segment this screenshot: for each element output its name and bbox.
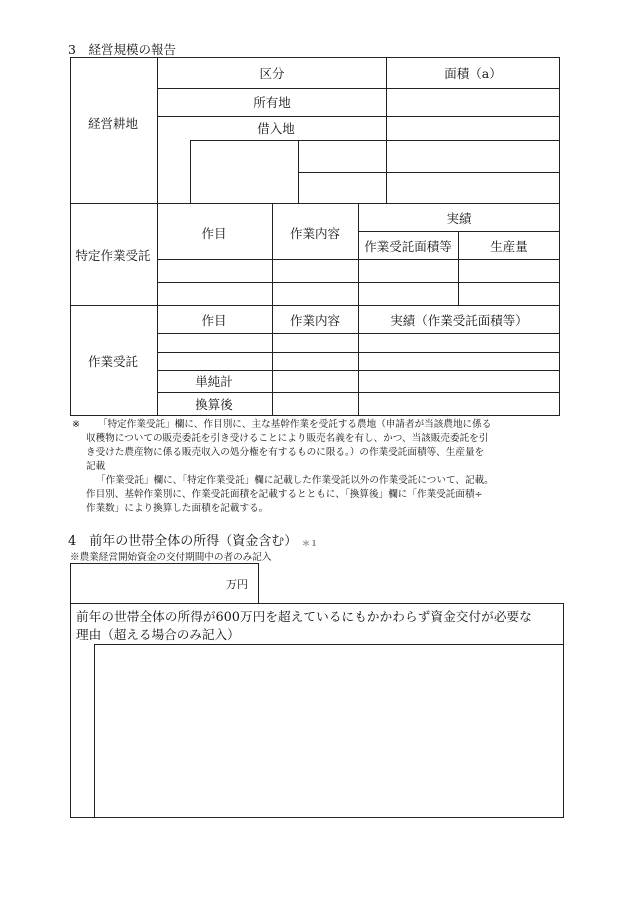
col-line bbox=[190, 140, 191, 203]
section4-title: 4 前年の世帯全体の所得（資金含む） bbox=[68, 534, 298, 549]
header-results: 実績 bbox=[446, 211, 472, 226]
income-unit: 万円 bbox=[226, 578, 248, 591]
header-area: 面積（a） bbox=[444, 66, 502, 81]
label-managed-farmland: 経営耕地 bbox=[87, 116, 139, 131]
col-line bbox=[298, 140, 299, 203]
section-line bbox=[70, 203, 560, 204]
note-line: 記載 bbox=[86, 461, 106, 472]
note-mark: ※ bbox=[72, 419, 81, 430]
header-work-content-2: 作業内容 bbox=[289, 313, 341, 328]
col-line bbox=[458, 231, 459, 305]
reason-label-line2: 理由（超える場合のみ記入） bbox=[76, 627, 240, 642]
header-contract-area: 作業受託面積等 bbox=[364, 239, 452, 254]
label-contract-work: 作業受託 bbox=[87, 354, 139, 369]
header-crop: 作目 bbox=[201, 226, 227, 241]
row-line bbox=[190, 140, 560, 141]
label-owned-land: 所有地 bbox=[253, 95, 291, 110]
section3-title: 3 経営規模の報告 bbox=[68, 42, 176, 57]
note-line: 「特定作業受託」欄に、作目別に、主な基幹作業を受託する農地（申請者が当該農地に係る bbox=[98, 419, 492, 430]
col-line bbox=[386, 57, 387, 203]
col-line bbox=[272, 203, 273, 305]
header-kubun: 区分 bbox=[259, 66, 285, 81]
note-line: 作目別、基幹作業別に、作業受託面積を記載するとともに、「換算後」欄に「作業受託面積÷ bbox=[86, 489, 483, 500]
section4-subnote: ※農業経営開始資金の交付期間中の者のみ記入 bbox=[70, 552, 272, 563]
row-line bbox=[157, 88, 560, 89]
section-line bbox=[70, 305, 560, 306]
row-line bbox=[358, 231, 560, 232]
label-leased-land: 借入地 bbox=[257, 121, 295, 136]
col-line bbox=[358, 203, 359, 305]
reason-input[interactable] bbox=[94, 644, 564, 818]
note-line: 収穫物についての販売委託を引き受けることにより販売名義を有し、かつ、当該販売委託を引 bbox=[86, 433, 489, 444]
label-simple-total: 単純計 bbox=[195, 374, 233, 389]
label-after-conversion: 換算後 bbox=[195, 397, 233, 412]
header-crop-2: 作目 bbox=[201, 313, 227, 328]
header-work-content: 作業内容 bbox=[289, 226, 341, 241]
row-line bbox=[298, 172, 560, 173]
label-specific-contract-work: 特定作業受託 bbox=[75, 248, 151, 263]
col-line bbox=[358, 305, 359, 416]
note-line: 作業数」により換算した面積を記載する。 bbox=[86, 503, 269, 514]
reason-label-line1: 前年の世帯全体の所得が600万円を超えているにもかかわらず資金交付が必要な bbox=[76, 609, 532, 624]
note-line: き受けた農産物に係る販売収入の処分権を有するものに限る。）の作業受託面積等、生産量を bbox=[86, 447, 485, 458]
col-line bbox=[272, 305, 273, 416]
header-production: 生産量 bbox=[490, 239, 528, 254]
row-line bbox=[157, 116, 560, 117]
col-line bbox=[157, 57, 158, 416]
footnote-marker: ＊１ bbox=[302, 539, 318, 548]
header-results-area: 実績（作業受託面積等） bbox=[390, 313, 528, 328]
note-line: 「作業受託」欄に、「特定作業受託」欄に記載した作業受託以外の作業受託について、記載。 bbox=[96, 475, 494, 486]
